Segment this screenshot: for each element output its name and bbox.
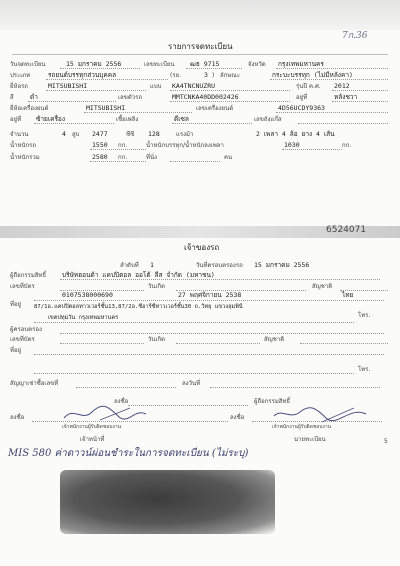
possessor-tel-label: โทร.	[358, 366, 371, 373]
divider	[12, 54, 388, 55]
fill-in-line	[84, 112, 192, 113]
sign-left-label: ลงชื่อ	[10, 414, 25, 421]
gross-unit: กก.	[118, 154, 128, 161]
fill-in-line	[90, 149, 146, 150]
top-band	[0, 0, 400, 30]
smudged-stamp	[60, 470, 275, 534]
owner-role-label: ผู้ถือกรรมสิทธิ์	[254, 398, 291, 405]
model-year: 2012	[334, 82, 350, 90]
owner-sequence: 1	[150, 261, 154, 269]
vehicle-weight: 1550	[92, 141, 108, 149]
chassis-loc-label: อยู่ที่	[296, 94, 308, 101]
vehicle-code: 3	[204, 71, 208, 79]
gross-weight: 2580	[92, 153, 108, 161]
fill-in-line	[340, 290, 388, 291]
officer-role-left: เจ้าพนักงานผู้รับผิดชอบงาน	[62, 424, 122, 430]
fill-in-line	[34, 300, 384, 301]
vehicle-type: รถยนต์บรรทุกส่วนบุคคล	[48, 71, 117, 79]
possessor-address-label: ที่อยู่	[10, 347, 22, 354]
fill-in-line	[60, 279, 380, 280]
fuel-type: ดีเซล	[174, 115, 189, 123]
engine-number: 4D56UCDY9363	[278, 104, 325, 112]
seats-label: ที่นั่ง	[146, 154, 157, 161]
fill-in-line	[76, 387, 176, 388]
chassis-number: MMTCNKA40DD002426	[172, 93, 239, 101]
engine-no-label: เลขเครื่องยนต์	[196, 105, 234, 112]
fill-in-line	[46, 90, 146, 91]
province: กรุงเทพมหานคร	[278, 60, 324, 68]
code-close: )	[212, 72, 215, 79]
owner-name: บริษัทฮอนด้า แคปปิตอล ออโต้ ลีส จำกัด (มหาชน)	[62, 271, 215, 279]
owner-address-line2: เขตปทุมวัน กรุงเทพมหานคร	[48, 315, 119, 321]
axle-wheels: 2 เพลา 4 ล้อ ยาง 4 เส้น	[256, 130, 335, 138]
engine-make: MITSUBISHI	[86, 104, 126, 112]
officer-signature-right	[270, 402, 370, 424]
load-weight: 1030	[284, 141, 300, 149]
address-label: ที่อยู่	[10, 301, 22, 308]
fill-in-line	[176, 343, 260, 344]
page-number: 5	[384, 438, 388, 445]
fill-in-line	[34, 123, 114, 124]
fill-in-line	[176, 290, 306, 291]
fill-in-line	[172, 123, 252, 124]
type-label: ประเภท	[10, 72, 31, 79]
contract-date-label: ลงวันที่	[182, 380, 201, 387]
horsepower-unit: แรงม้า	[176, 131, 194, 138]
cylinders-label: จำนวน	[10, 131, 29, 138]
fill-in-line	[170, 90, 290, 91]
fill-in-line	[332, 101, 388, 102]
fuel-label: เชื้อเพลิง	[116, 116, 139, 123]
fill-in-line	[170, 161, 220, 162]
fill-in-line	[270, 79, 388, 80]
fill-in-line	[28, 101, 116, 102]
vehicle-color: ดำ	[30, 93, 38, 101]
fill-in-line	[282, 149, 342, 150]
dob-label: วันเกิด	[148, 283, 166, 290]
load-label: น้ำหนักบรรทุก/น้ำหนักลงเพลา	[146, 142, 224, 149]
vehicle-feature: กระบะบรรทุก (ไม่มีหลังคา)	[272, 71, 353, 79]
weight-label: น้ำหนักรถ	[10, 142, 37, 149]
chassis-label: เลขตัวรถ	[118, 94, 142, 101]
seq-label: ลำดับที่	[120, 262, 139, 269]
registration-date: 15 มกราคม 2556	[66, 60, 122, 68]
engine-make-label: ยี่ห้อเครื่องยนต์	[10, 105, 49, 112]
weight-unit: กก.	[118, 142, 128, 149]
fill-in-line	[170, 101, 290, 102]
corner-mark: 7ก.36	[342, 31, 368, 41]
date-label: วันจดทะเบียน	[10, 61, 46, 68]
sign-right-label: ลงชื่อ	[230, 414, 245, 421]
fill-in-line	[60, 333, 384, 334]
seats-unit: คน	[224, 154, 233, 161]
owner-nationality: ไทย	[342, 291, 354, 299]
sign-label: ลงชื่อ	[114, 398, 129, 405]
fill-in-line	[60, 290, 144, 291]
vehicle-make: MITSUBISHI	[48, 82, 88, 90]
model-label: แบบ	[150, 83, 162, 90]
possessor-nationality-label: สัญชาติ	[264, 336, 285, 343]
fill-in-line	[276, 68, 388, 69]
horsepower: 128	[148, 130, 160, 138]
nationality-label: สัญชาติ	[312, 283, 333, 290]
owner-address-line1: 87/1อ.แคปปิตอลทาวเวอร์ชั้น13,87/2อ.ซีอาร์ซีทาวเวอร์ชั้น30 ถ.วิทยุ แขวงลุมพินี	[34, 304, 243, 310]
gross-label: น้ำหนักรวม	[10, 154, 40, 161]
feature-label: ลักษณะ	[220, 72, 241, 79]
officer-role-right: เจ้าพนักงานผู้รับผิดชอบงาน	[272, 424, 332, 430]
plate-number: ฒธ 9715	[190, 60, 220, 68]
officer-signature-left	[60, 402, 150, 424]
engine-loc-label: อยู่ที่	[10, 116, 22, 123]
fill-in-line	[34, 322, 354, 323]
fill-in-line	[276, 112, 388, 113]
id-label: เลขที่บัตร	[10, 283, 35, 290]
fill-in-line	[60, 343, 144, 344]
color-label: สี	[10, 94, 14, 101]
owner-label: ผู้ถือกรรมสิทธิ์	[10, 272, 47, 279]
possessor-dob-label: วันเกิด	[148, 336, 166, 343]
officer-label: เจ้าหน้าที่	[80, 436, 105, 443]
fill-in-line	[332, 90, 388, 91]
possessor-id-label: เลขที่บัตร	[10, 336, 35, 343]
serial-fragment: 6524071	[326, 225, 367, 235]
displacement-unit: ซีซี	[126, 131, 135, 138]
fill-in-line	[90, 161, 146, 162]
fill-in-line	[298, 123, 388, 124]
engine-location: ซ้ายเครื่อง	[36, 115, 66, 123]
tel-label: โทร.	[358, 312, 371, 319]
model-year-label: รุ่นปี ค.ศ.	[296, 83, 321, 90]
code-label: (รย.	[170, 72, 181, 79]
cylinders: 4	[62, 130, 66, 138]
make-label: ยี่ห้อรถ	[10, 83, 28, 90]
handwritten-note: MIS 580 ค่าดาวน์ผ่อนชำระในการจดทะเบียน (ไม่ระบุ)	[8, 448, 249, 459]
fill-in-line	[186, 68, 242, 69]
gas-tank-label: เลขถังแก๊ส	[254, 116, 282, 123]
hold-date: 15 มกราคม 2556	[254, 261, 310, 269]
owner-dob: 27 พฤศจิกายน 2538	[178, 291, 242, 299]
fill-in-line	[300, 343, 388, 344]
province-label: จังหวัด	[248, 61, 266, 68]
fill-in-line	[34, 373, 354, 374]
plate-label: เลขทะเบียน	[144, 61, 175, 68]
displacement: 2477	[92, 130, 108, 138]
fill-in-line	[210, 387, 380, 388]
chassis-location: หลังชวา	[334, 93, 358, 101]
possessor-label: ผู้ครอบครอง	[10, 326, 42, 333]
owner-title: เจ้าของรถ	[184, 243, 220, 252]
registration-title: รายการจดทะเบียน	[168, 42, 233, 51]
contract-label: สัญญาเช่าซื้อเลขที่	[10, 380, 59, 387]
registrar-label: นายทะเบียน	[294, 436, 326, 443]
load-unit: กก.	[342, 142, 352, 149]
fill-in-line	[60, 68, 140, 69]
vehicle-model: KA4TNCNUZRU	[172, 82, 216, 90]
cylinders-unit: สูบ	[72, 131, 80, 138]
fill-in-line	[34, 354, 384, 355]
fill-in-line	[46, 79, 168, 80]
owner-id-number: 0107538000690	[62, 291, 113, 299]
hold-date-label: วันที่ครอบครองรถ	[196, 262, 243, 269]
